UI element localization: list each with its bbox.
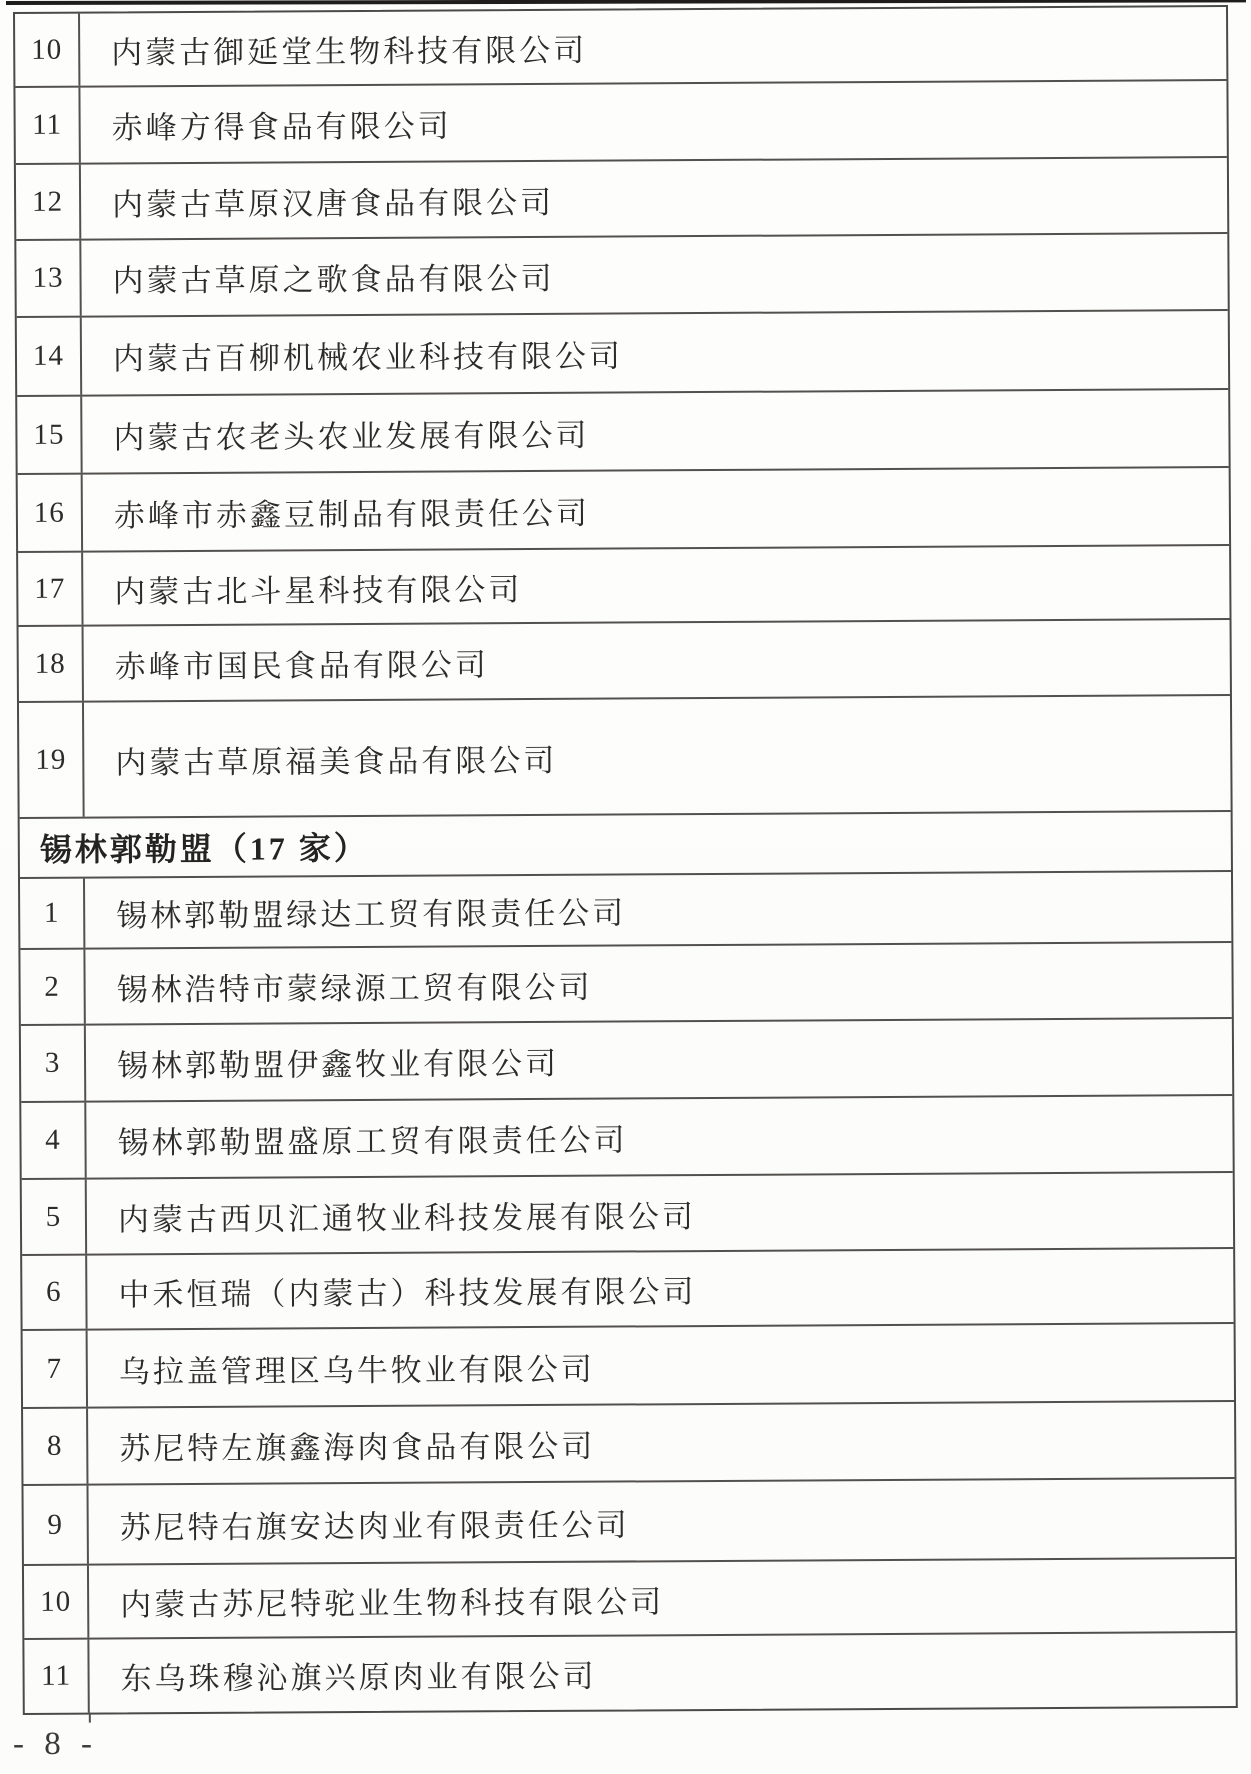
row-number-cell: 6 xyxy=(22,1256,87,1329)
section-header-row xyxy=(20,812,1231,879)
company-name-cell: 锡林郭勒盟伊鑫牧业有限公司 xyxy=(116,1045,560,1084)
row-number-cell: 7 xyxy=(23,1331,88,1407)
company-name-cell: 内蒙古草原之歌食品有限公司 xyxy=(112,260,555,299)
table-row xyxy=(16,234,1227,318)
company-name-cell: 苏尼特右旗安达肉业有限责任公司 xyxy=(119,1506,630,1545)
row-number-cell: 2 xyxy=(20,950,85,1024)
table-row xyxy=(20,872,1231,950)
company-table xyxy=(13,5,1238,1715)
company-name-cell: 内蒙古北斗星科技有限公司 xyxy=(114,571,523,609)
table-row xyxy=(24,1633,1235,1713)
company-name-cell: 苏尼特左旗鑫海肉食品有限公司 xyxy=(119,1428,596,1467)
table-row xyxy=(24,1559,1235,1640)
table-row xyxy=(23,1479,1234,1566)
row-number-cell: 9 xyxy=(23,1486,88,1564)
company-name-cell: 赤峰市赤鑫豆制品有限责任公司 xyxy=(113,495,590,533)
row-number-cell: 10 xyxy=(15,14,80,86)
table-row xyxy=(19,696,1231,819)
company-name-cell: 东乌珠穆沁旗兴原肉业有限公司 xyxy=(120,1658,597,1697)
table-row xyxy=(23,1402,1234,1486)
row-number-cell: 5 xyxy=(22,1180,87,1254)
company-name-cell: 内蒙古苏尼特驼业生物科技有限公司 xyxy=(120,1583,665,1622)
row-number-cell: 17 xyxy=(18,553,83,625)
table-row xyxy=(21,1096,1232,1180)
table-row xyxy=(19,620,1230,703)
table-row xyxy=(22,1249,1233,1331)
company-name-cell: 赤峰方得食品有限公司 xyxy=(111,108,452,146)
scan-edge-line xyxy=(6,0,1246,5)
company-name-cell: 内蒙古草原汉唐食品有限公司 xyxy=(112,184,555,222)
company-name-cell: 锡林郭勒盟绿达工贸有限责任公司 xyxy=(116,895,627,934)
row-number-cell: 14 xyxy=(17,318,82,395)
table-row xyxy=(18,468,1229,553)
table-row xyxy=(16,158,1227,241)
row-number-cell: 16 xyxy=(18,475,83,551)
row-number-cell: 4 xyxy=(21,1103,86,1178)
page-number: - 8 - xyxy=(13,1726,98,1762)
company-name-cell: 内蒙古草原福美食品有限公司 xyxy=(115,742,558,780)
row-number-cell: 8 xyxy=(23,1409,88,1484)
row-number-cell: 3 xyxy=(21,1026,86,1101)
company-name-cell: 内蒙古农老头农业发展有限公司 xyxy=(113,417,590,455)
company-name-cell: 锡林浩特市蒙绿源工贸有限公司 xyxy=(116,969,593,1007)
row-number-cell: 11 xyxy=(24,1640,89,1713)
table-row xyxy=(15,81,1226,165)
row-number-cell: 18 xyxy=(19,627,84,701)
company-name-cell: 锡林郭勒盟盛原工贸有限责任公司 xyxy=(117,1122,628,1161)
table-row xyxy=(21,1019,1232,1103)
company-name-cell: 内蒙古西贝汇通牧业科技发展有限公司 xyxy=(117,1198,697,1237)
company-name-cell: 中禾恒瑞（内蒙古）科技发展有限公司 xyxy=(118,1274,697,1313)
company-name-cell: 内蒙古百柳机械农业科技有限公司 xyxy=(112,338,624,377)
column-divider-tail xyxy=(89,1713,91,1723)
row-number-cell: 11 xyxy=(15,88,80,163)
row-number-cell: 13 xyxy=(16,241,81,316)
company-name-cell: 赤峰市国民食品有限公司 xyxy=(114,646,489,684)
table-row xyxy=(20,943,1231,1026)
table-row xyxy=(17,390,1228,475)
row-number-cell: 15 xyxy=(17,397,82,473)
company-name-cell: 乌拉盖管理区乌牛牧业有限公司 xyxy=(118,1351,595,1389)
section-title: 锡林郭勒盟（17 家） xyxy=(39,829,369,868)
table-row xyxy=(15,7,1226,88)
table-row xyxy=(17,311,1228,397)
table-row xyxy=(18,546,1229,627)
row-number-cell: 10 xyxy=(24,1566,89,1638)
row-number-cell: 1 xyxy=(20,879,85,948)
row-number-cell: 12 xyxy=(16,165,81,239)
company-name-cell: 内蒙古御延堂生物科技有限公司 xyxy=(111,32,588,70)
row-number-cell: 19 xyxy=(19,703,85,817)
table-row xyxy=(23,1324,1234,1409)
table-row xyxy=(22,1173,1233,1256)
